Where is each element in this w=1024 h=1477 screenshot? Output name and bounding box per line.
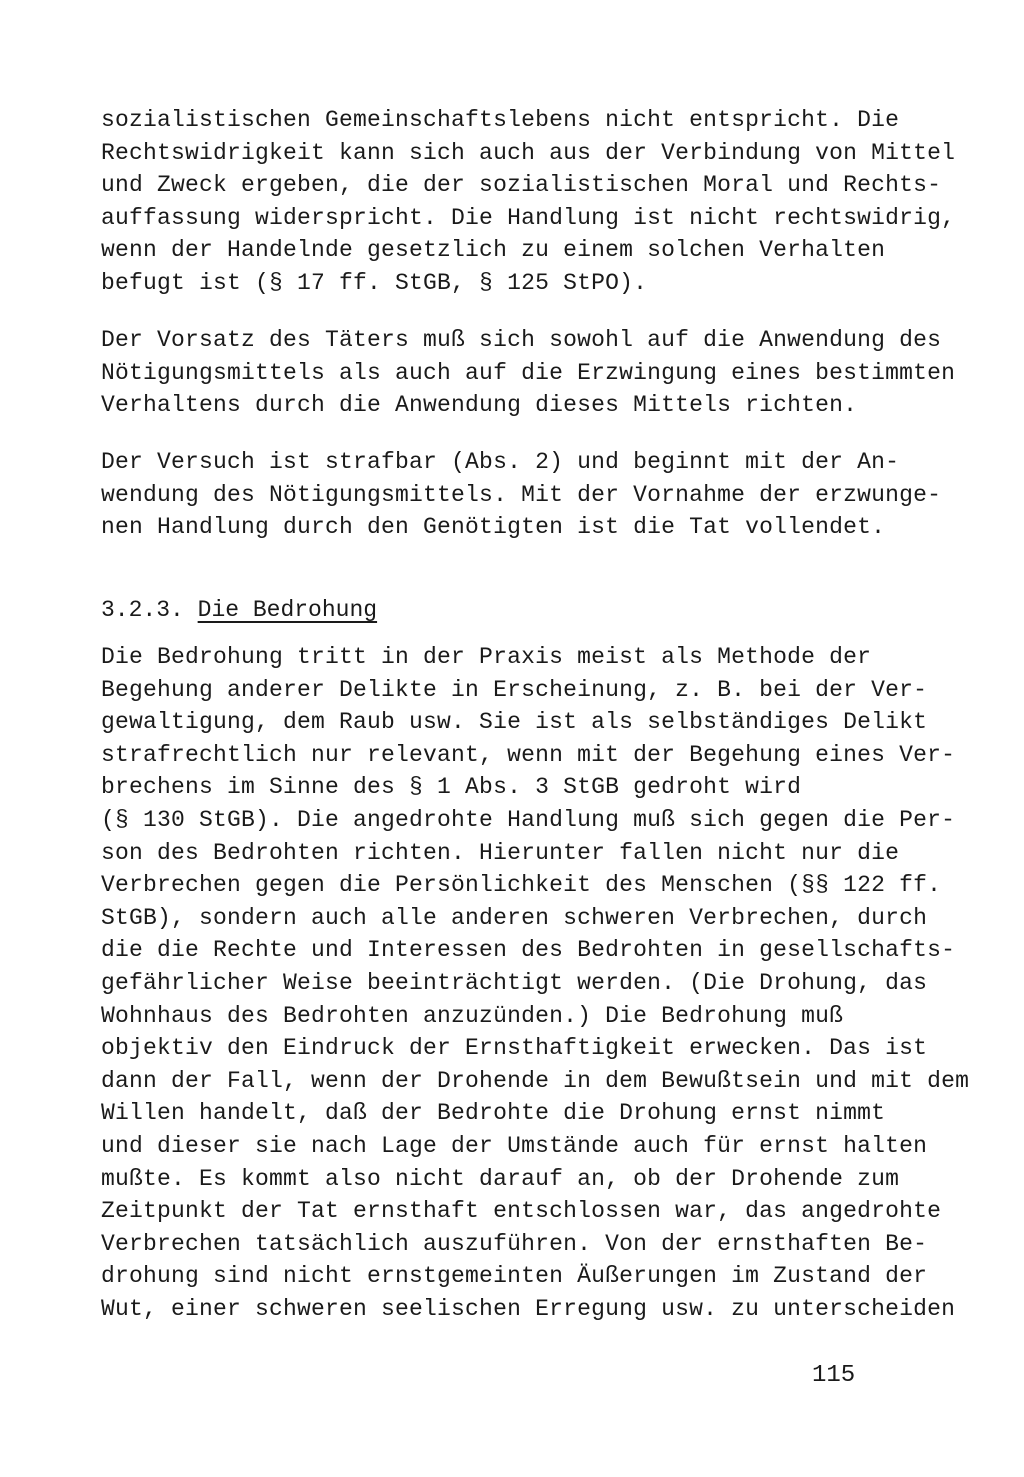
text-line: gewaltigung, dem Raub usw. Sie ist als selbständiges Delikt	[101, 709, 928, 736]
text-line: nen Handlung durch den Genötigten ist die Tat vollendet.	[101, 514, 886, 541]
text-line: Der Vorsatz des Täters muß sich sowohl auf die Anwendung des	[101, 327, 942, 353]
text-line: Der Versuch ist strafbar (Abs. 2) und beginnt mit der An-	[101, 449, 900, 475]
section-heading	[101, 595, 377, 625]
text-line: Wohnhaus des Bedrohten anzuzünden.) Die Bedrohung muß	[101, 1002, 844, 1029]
text-line: son des Bedrohten richten. Hierunter fallen nicht nur die	[101, 839, 900, 866]
text-line: Begehung anderer Delikte in Erscheinung, z. B. bei der Ver-	[101, 676, 928, 703]
paragraph-1	[101, 104, 956, 300]
text-line: und dieser sie nach Lage der Umstände auch für ernst halten	[101, 1132, 928, 1159]
text-line: strafrechtlich nur relevant, wenn mit der Begehung eines Ver-	[101, 741, 956, 768]
paragraph-2	[101, 324, 956, 422]
text-line: Rechtswidrigkeit kann sich auch aus der Verbindung von Mittel	[101, 139, 956, 166]
text-line: mußte. Es kommt also nicht darauf an, ob der Drohende zum	[101, 1165, 900, 1192]
text-line: dann der Fall, wenn der Drohende in dem Bewußtsein und mit dem	[101, 1067, 970, 1094]
text-line: die die Rechte und Interessen des Bedrohten in gesellschafts-	[101, 937, 956, 964]
text-line: (§ 130 StGB). Die angedrohte Handlung muß sich gegen die Per-	[101, 806, 956, 833]
text-line: brechens im Sinne des § 1 Abs. 3 StGB gedroht wird	[101, 774, 802, 801]
section-title: Die Bedrohung	[197, 597, 378, 623]
page-number: 115	[812, 1362, 856, 1389]
text-line: Zeitpunkt der Tat ernsthaft entschlossen war, das angedrohte	[101, 1198, 942, 1225]
text-line: Verhaltens durch die Anwendung dieses Mittels richten.	[101, 392, 858, 419]
text-line: Die Bedrohung tritt in der Praxis meist als Methode der	[101, 644, 872, 670]
text-line: Wut, einer schweren seelischen Erregung usw. zu unterscheiden	[101, 1295, 956, 1322]
section-number: 3.2.3.	[101, 597, 184, 623]
text-line: wendung des Nötigungsmittels. Mit der Vornahme der erzwunge-	[101, 481, 942, 508]
text-line: objektiv den Eindruck der Ernsthaftigkeit erwecken. Das ist	[101, 1035, 928, 1062]
text-line: Verbrechen gegen die Persönlichkeit des Menschen (§§ 122 ff.	[101, 872, 942, 899]
text-line: sozialistischen Gemeinschaftslebens nicht entspricht. Die	[101, 107, 900, 133]
text-line: Verbrechen tatsächlich auszuführen. Von der ernsthaften Be-	[101, 1230, 928, 1257]
paragraph-4	[101, 641, 970, 1325]
text-line: gefährlicher Weise beeinträchtigt werden. (Die Drohung, das	[101, 969, 928, 996]
text-line: drohung sind nicht ernstgemeinten Äußerungen im Zustand der	[101, 1263, 928, 1290]
text-line: befugt ist (§ 17 ff. StGB, § 125 StPO).	[101, 269, 648, 296]
paragraph-3	[101, 446, 942, 544]
text-line: Nötigungsmittels als auch auf die Erzwingung eines bestimmten	[101, 359, 956, 386]
text-line: wenn der Handelnde gesetzlich zu einem solchen Verhalten	[101, 237, 886, 264]
text-line: StGB), sondern auch alle anderen schweren Verbrechen, durch	[101, 904, 928, 931]
text-line: und Zweck ergeben, die der sozialistischen Moral und Rechts-	[101, 172, 942, 199]
text-line: auffassung widerspricht. Die Handlung ist nicht rechtswidrig,	[101, 204, 956, 231]
text-line: Willen handelt, daß der Bedrohte die Drohung ernst nimmt	[101, 1100, 886, 1127]
